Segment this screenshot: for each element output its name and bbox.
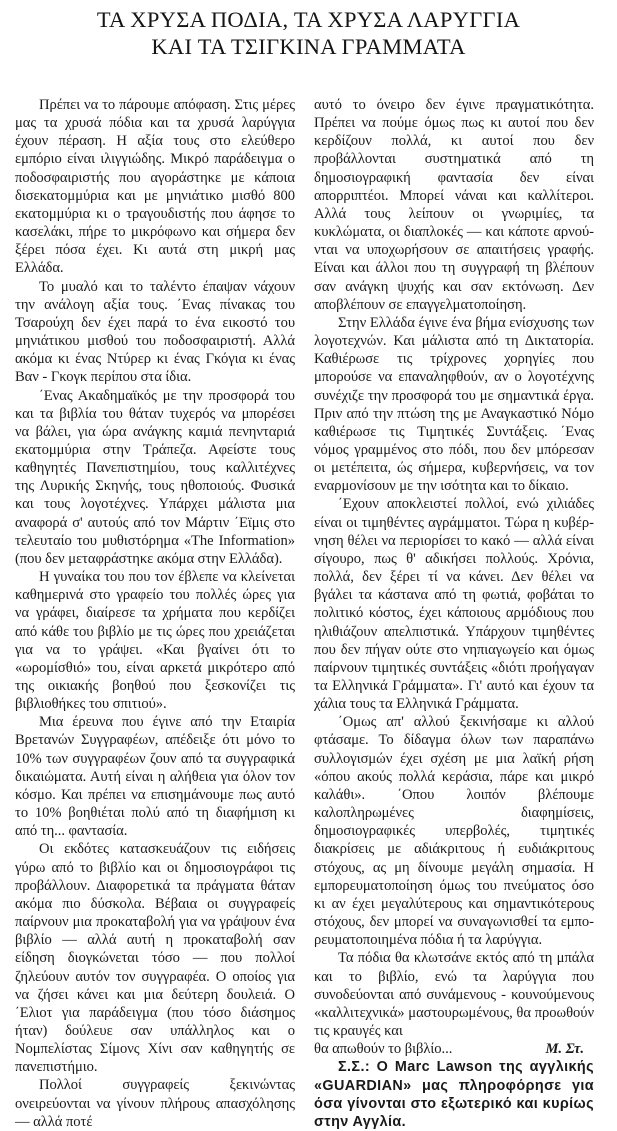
paragraph: ΄Εχουν αποκλειστεί πολλοί, ενώ χιλιάδες είναι οι τιμηθέντες αγράμματοι. Τώρα η κυβέρνηση θέλει να περιορίσει το κακό — αλλά είναι σίγουρο, πως θ' αδικήσει πολλούς. Χρόνια, πολλά, δεν ξέρει τί να κάνει. Δεν θέλει να βγάλει τα κάστανα από τη φωτιά, φοβάται το πολιτικό κόστος, έχει κάποιους αρμόδιους που ηλιθιάζουν απελπιστικά. Υπάρχουν τιμηθέντες που δεν πήγαν ούτε στο νηπιαγωγείο και όμως παίρνουν τιμητικές συντάξεις «διότι προήγαγαν τα Ελληνικά Γράμματα». Γι' αυτό και έχουν τα χάλια τους τα Ελληνικά Γράμματα. [314,496,594,713]
right-column [314,96,594,1131]
paragraph: ΄Ενας Ακαδημαϊκός με την προσφορά του και τα βιβλία του θάταν τυχερός να μπορέσει να βάλει, για ώρα ανάγκης καμιά πενηνταριά εκατομμύρια στην Τράπεζα. Αφείστε τους καθηγητές Πανεπιστημίου, τους καλλιτέχνες της Λυρικής Σκηνής, τους ηθοποιούς. Φυσικά και τους λογοτέχνες. Υπάρχει μάλιστα μια αναφορά σ' αυτούς από τον Μάρτιν ΄Εϊμις στο τελευταίο του μυθιστόρημα «The Information» (που δεν μεταφράστηκε ακόμα στην Ελλάδα). [15,387,295,567]
paragraph: Οι εκδότες κατασκευάζουν τις ειδήσεις γύρω από το βιβλίο και οι δημοσιογράφοι τις προβάλλουν. Διαφορετικά τα πράγματα θάταν ακόμα πιο δύσκολα. Βέβαια οι συγγραφείς παίρνουν μια προκαταβολή για να γράψουν ένα βιβλίο — αλλά αυτή η προκαταβολή σαν είδηση διογκώνεται τόσο — που πολλοί ζηλεύουν αυτόν τον συγγραφέα. Ο οποίος για να ζήσει κάνει και μια δεύτερη δουλειά. Ο ΄Ελιοτ για παράδειγμα (που τόσο διάσημος ήταν) δούλευε σαν υπάλληλος και ο Νομπελίστας Σίμονς Χίνι σαν καθηγητής σε πανεπιστήμιο. [15,841,295,1076]
paragraph-continuation: αυτό το όνειρο δεν έγινε πραγματικότητα. Πρέπει να πούμε όμως πως κι αυτοί που δεν κερδίζουν πολλά, κι αυτοί που δεν προβάλλονται συστηματικά από τη δημοσιογραφική φαντασία δεν είναι απορριπτέοι. Μπορεί νάναι και καλλίτεροι. Αλλά τους λείπουν οι γνωριμίες, τα κυκλώματα, οι διαπλοκές — και κάποτε αρνούνται να υποχωρήσουν σε απαιτήσεις γραφής. Είναι και άλλοι που τη συγγραφή τη βλέπουν σαν ανάγκη ψυχής και σαν εκτόνωση. Δεν αποβλέπουν σε επαγγελματοποίηση. [314,97,594,313]
paragraph: Πρέπει να το πάρουμε απόφαση. Στις μέρες μας τα χρυσά πόδια και τα χρυσά λαρύγγια έχουν πέραση. Η αξία τους στο ελεύθερο εμπόριο είναι ιλιγγιώδης. Μικρό παράδειγμα ο ποδοσφαιριστής που αγοράστηκε με κάποια δισεκατομμύρια και με μηνιάτικο μισθό 800 εκατομμύρια κι ο τραγουδιστής που άφησε το κασελάκι, πήρε το μικρόφωνο και σήμερα δεν ξέρει πόσα έχει. Κι αυτά στη μικρή μας Ελλάδα. [15,97,295,277]
left-column [15,96,295,1131]
closing-text: θα απωθούν το βιβλίο... [314,1041,453,1058]
paragraph: Μια έρευνα που έγινε από την Εταιρία Βρετανών Συγγραφέων, απέδειξε ότι μόνο το 10% των συγγραφέων ζουν από τα συγγραφικά δικαιώματα. Αυτή είναι η αλήθεια για όλον τον κόσμο. Και πρέπει να επισημάνουμε πως αυτό το 10% βοηθιέται πολύ από τη διαφήμιση κι από τη... φαντασία. [15,714,295,840]
author-signature: Μ. Στ. [545,1041,584,1058]
paragraph: Η γυναίκα του που τον έβλεπε να κλείνεται καθημερινά στο γραφείο του πολλές ώρες για να γράφει, διαίρεσε τα χρήματα που κερδίζει από κάθε του βιβλίο με τις ώρες που χρειάζεται για να το γράψει. «Και βγαίνει ότι το «ωρομίσθιό» του, είναι αρκετά μικρότερο από της οικιακής βοηθού που ξεσκονίζει τις βιβλιοθήκες του σπιτιού». [15,569,295,713]
article-title [0,6,617,60]
editor-note: Σ.Σ.: Ο Marc Lawson της αγγλικής «GUARDIAN» μας πληροφόρησε για όσα γίνονται στο εξωτερικό και κυρίως στην Αγγλία. [314,1059,594,1131]
paragraph: Το μυαλό και το ταλέντο έπαψαν νάχουν την ανάλογη αξία τους. ΄Ενας πίνακας του Τσαρούχη δεν έχει παρά το ένα εικοστό του μηνιάτικου μισθού του ποδοσφαιριστή. Αλλά ακόμα κι ένας Ντύρερ κι ένας Γκόγια κι ένας Βαν - Γκογκ περίπου στα ίδια. [15,278,295,386]
article-title-line-1: ΤΑ ΧΡΥΣΑ ΠΟΔΙΑ, ΤΑ ΧΡΥΣΑ ΛΑΡΥΓΓΙΑ [96,7,521,32]
paragraph: Τα πόδια θα κλωτσάνε εκτός από τη μπάλα και το βιβλίο, ενώ τα λαρύγγια που συνοδεύονται από συνάμενους - κουνούμενους «καλλιτεχνικά» μαστουρωμένους, θα προωθούν τις κραυγές και [314,950,594,1039]
paragraph: Στην Ελλάδα έγινε ένα βήμα ενίσχυσης των λογοτεχνών. Και μάλιστα από τη Δικτατορία. Καθιέρωσε τις τρίχρονες χορηγίες που μπορούσε να επαναληφθούν, αν ο λογοτέχνης συνέχιζε την προσφορά του με σημαντικά έργα. Πριν από την πτώση της με Αναγκαστικό Νόμο καθιέρωσε τις Τιμητικές Συντάξεις. ΄Ενας νόμος γραμμένος στο πόδι, που δεν μπόρεσαν οι μετέπειτα, ώς σήμερα, κυβερνήσεις, να τον εναρμονίσουν με την ισότητα και το δίκαιο. [314,314,594,495]
paragraph: Πολλοί συγγραφείς ξεκινώντας ονειρεύονται να γίνουν πλήρους απασχόλησης — αλλά ποτέ [15,1077,295,1130]
closing-line [314,1040,594,1058]
article-title-line-2: ΚΑΙ ΤΑ ΤΣΙΓΚΙΝΑ ΓΡΑΜΜΑΤΑ [151,34,466,59]
paragraph: ΄Ομως απ' αλλού ξεκινήσαμε κι αλλού φτάσαμε. Το δίδαγμα όλων των παραπάνω συλλογισμών έχει σχέση με μια λαϊκή ρήση «όπου ακούς πολλά κεράσια, πάρε και μικρό καλάθι». ΄Οπου λοιπόν βλέπουμε καλοπληρωμένες διαφημίσεις, δημοσιογραφικές υπερβολές, τιμητικές διακρίσεις με αδιάκριτους ή ευδιάκριτους στόχους, ας μη δίνουμε μεγάλη σημασία. Η εμπορευματοποίηση όμως του πνεύματος όσο κι αν έχει μεγαλύτερους και σημαντικότερους στόχους, δεν μπορεί να συναγωνισθεί τα εμπορευματοποιημένα πόδια ή τα λαρύγγια. [314,714,594,949]
